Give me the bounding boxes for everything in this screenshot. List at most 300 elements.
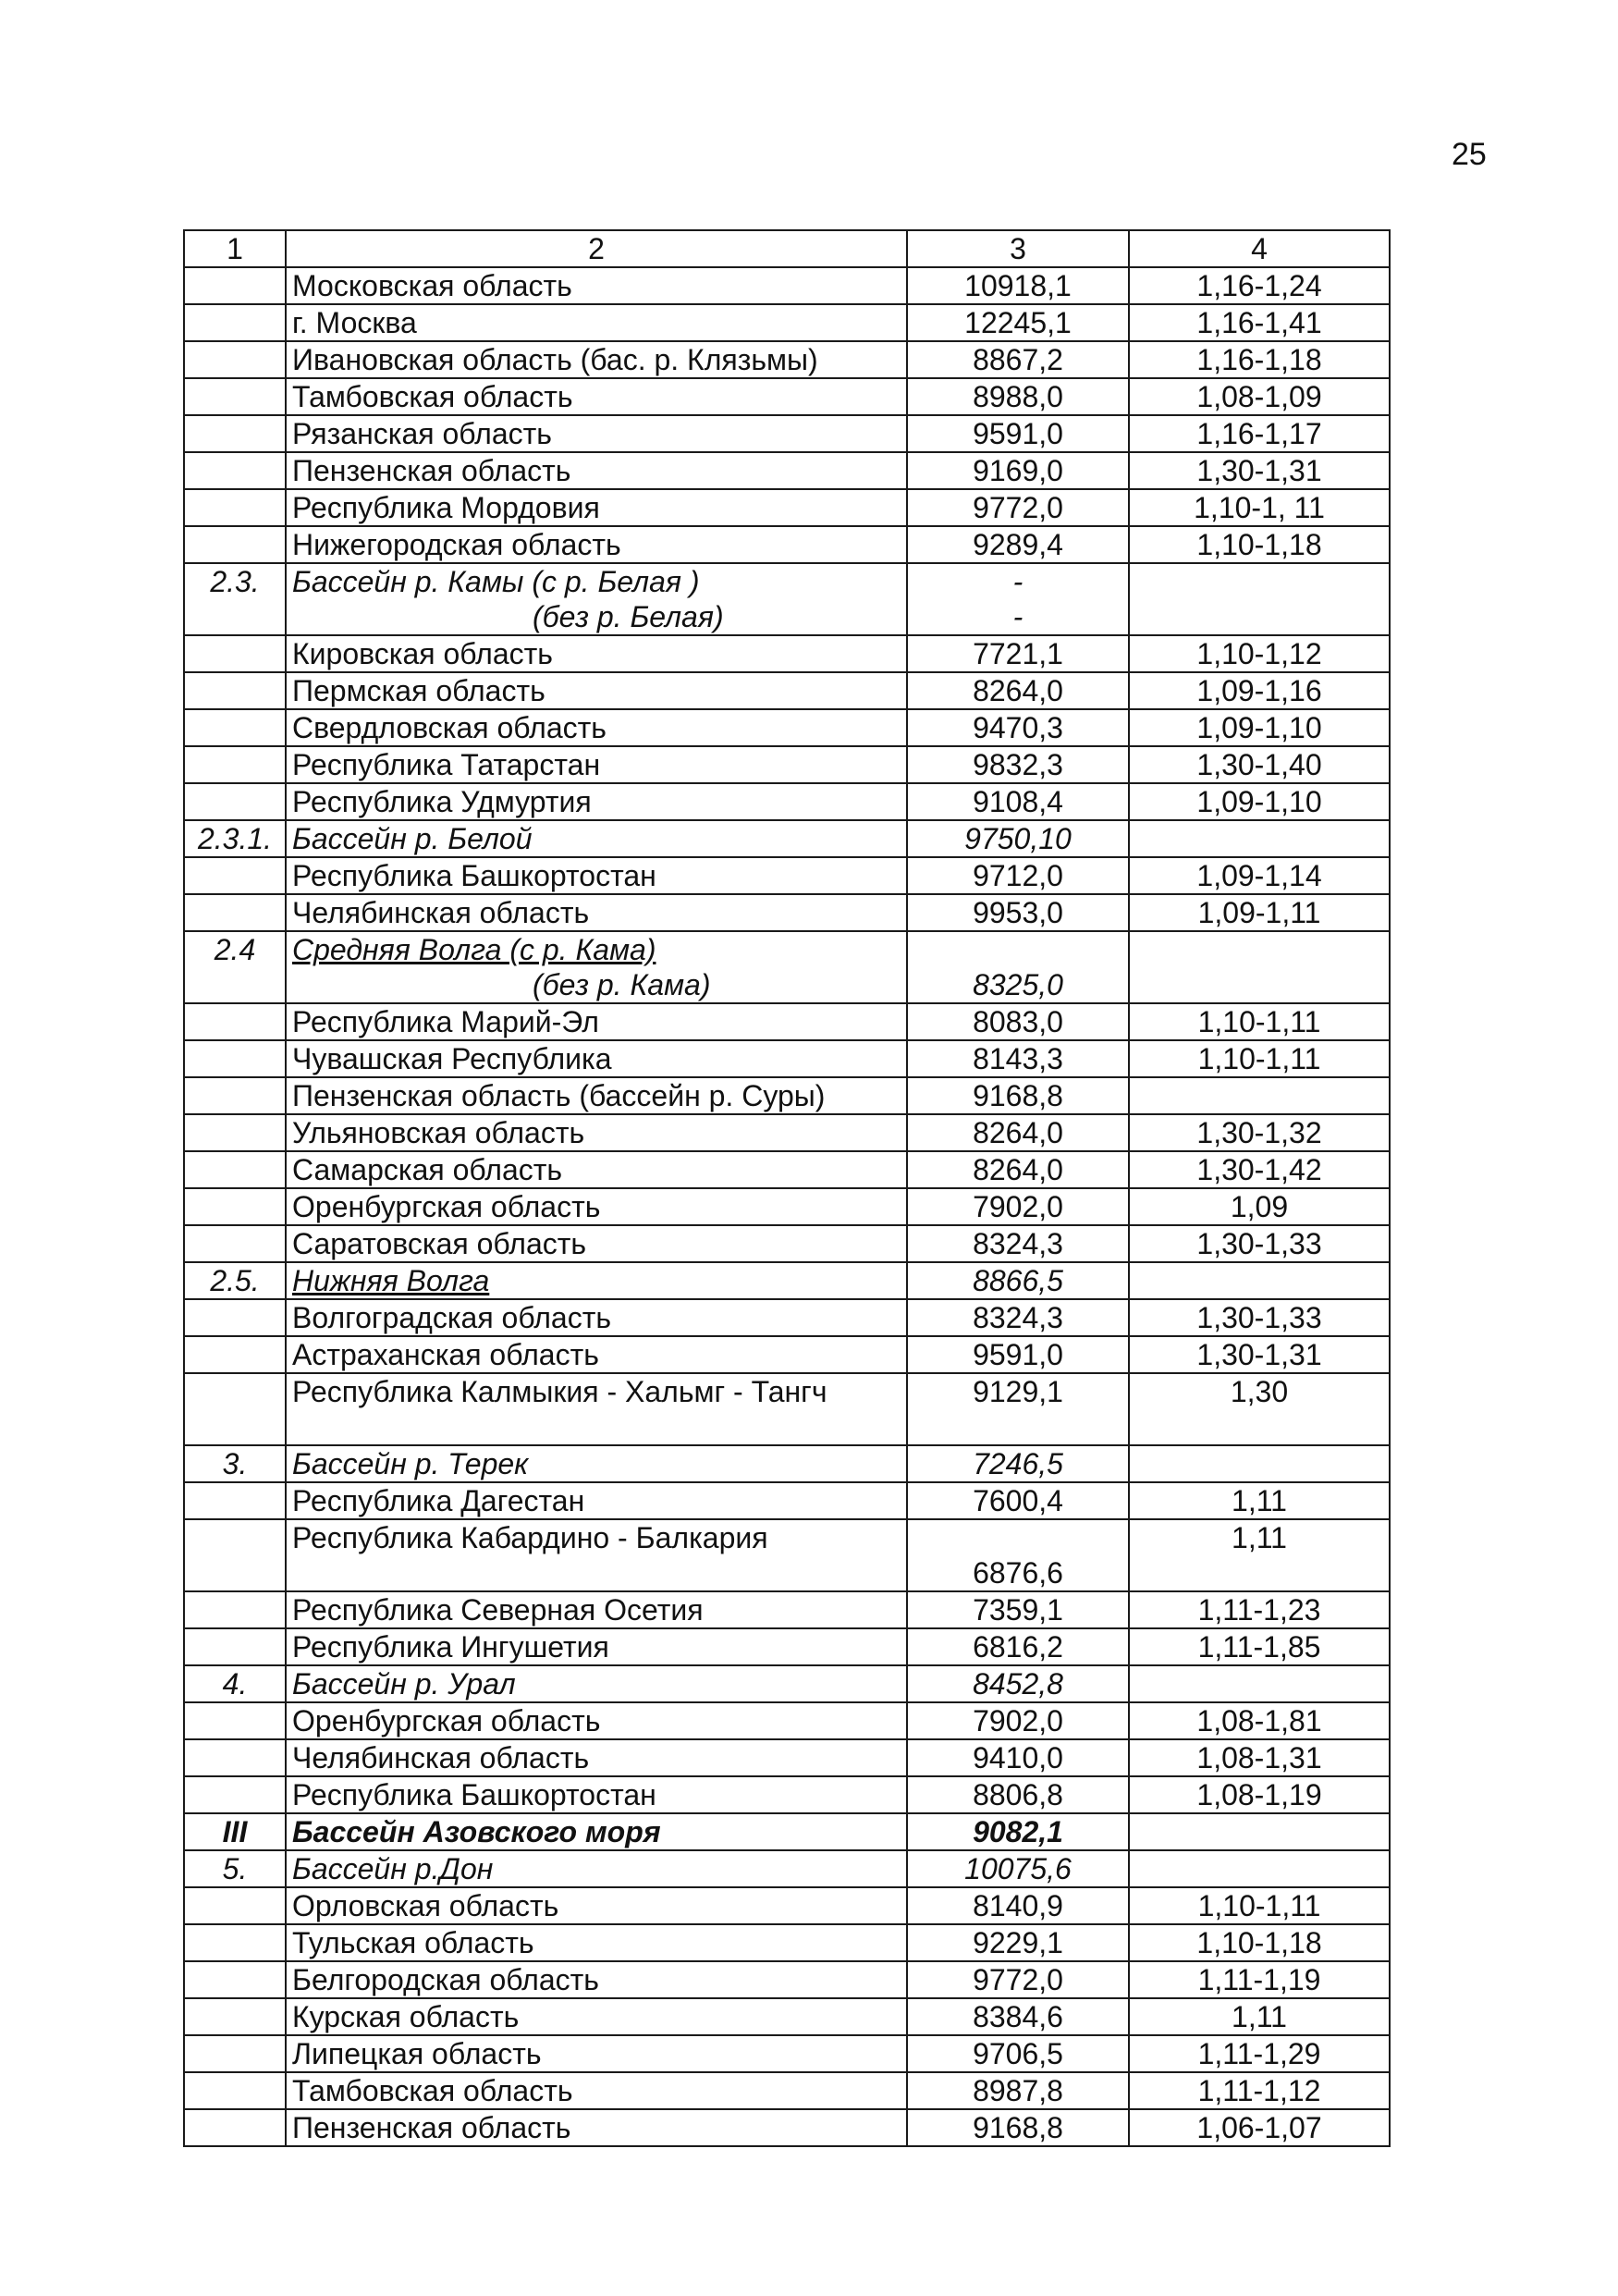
table-row (184, 1519, 1390, 1591)
table-row (184, 1040, 1390, 1077)
value-col4: 1,30-1,33 (1129, 1225, 1390, 1262)
value-col3-text: 9772,0 (973, 491, 1063, 524)
value-col3-text: 8140,9 (973, 1889, 1063, 1922)
table-row (184, 378, 1390, 415)
table-row (184, 783, 1390, 820)
value-col4: 1,10-1,18 (1129, 526, 1390, 563)
table-row (184, 1591, 1390, 1628)
region-name-text: г. Москва (292, 306, 417, 339)
table-row (184, 341, 1390, 378)
region-name-text: Нижегородская область (292, 528, 621, 561)
region-name-sub (292, 1409, 901, 1444)
region-name-text: Бассейн р. Камы (с р. Белая ) (292, 565, 700, 598)
region-name (286, 563, 907, 635)
value-col3-text: 8264,0 (973, 1116, 1063, 1149)
region-name-text: Волгоградская область (292, 1301, 612, 1334)
value-col3 (907, 783, 1129, 820)
region-name (286, 1299, 907, 1336)
value-col4: 1,30-1,33 (1129, 1299, 1390, 1336)
table-row (184, 1262, 1390, 1299)
region-name-sub (292, 1555, 901, 1590)
value-col4: 1,30-1,31 (1129, 1336, 1390, 1373)
value-col3 (907, 1702, 1129, 1739)
region-name (286, 526, 907, 563)
value-col3-text: 8987,8 (973, 2074, 1063, 2107)
region-name (286, 1445, 907, 1482)
region-name-text: Курская область (292, 2000, 520, 2033)
region-name (286, 1482, 907, 1519)
row-number: 2.3.1. (184, 820, 286, 857)
table-row (184, 1225, 1390, 1262)
row-number (184, 1077, 286, 1114)
value-col3 (907, 1445, 1129, 1482)
value-col4: 1,09-1,10 (1129, 783, 1390, 820)
value-col3-text: 9706,5 (973, 2037, 1063, 2070)
table-row (184, 1336, 1390, 1373)
value-col4: 1,30-1,42 (1129, 1151, 1390, 1188)
page-number: 25 (1452, 137, 1487, 172)
value-col3 (907, 1040, 1129, 1077)
value-col3-text: 12245,1 (964, 306, 1072, 339)
region-name (286, 1776, 907, 1813)
value-col3 (907, 1151, 1129, 1188)
table-row (184, 1887, 1390, 1924)
row-number (184, 1887, 286, 1924)
table-row (184, 1702, 1390, 1739)
row-number: III (184, 1813, 286, 1850)
region-name-text: Оренбургская область (292, 1704, 601, 1737)
value-col3 (907, 1813, 1129, 1850)
value-col3-text: 7246,5 (973, 1447, 1063, 1480)
value-col3 (907, 1077, 1129, 1114)
region-name-text: Саратовская область (292, 1227, 587, 1260)
header-cell: 2 (286, 230, 907, 267)
region-name (286, 1924, 907, 1961)
row-number: 5. (184, 1850, 286, 1887)
value-col3-text: 9082,1 (973, 1815, 1063, 1848)
value-col4: 1,08-1,31 (1129, 1739, 1390, 1776)
value-col3-text: 9169,0 (973, 454, 1063, 487)
value-col3 (907, 1482, 1129, 1519)
value-col3 (907, 1225, 1129, 1262)
region-name-text: Республика Северная Осетия (292, 1593, 704, 1627)
value-col4: 1,08-1,19 (1129, 1776, 1390, 1813)
value-col3 (907, 489, 1129, 526)
value-col4: 1,11-1,29 (1129, 2035, 1390, 2072)
row-number (184, 341, 286, 378)
table-row (184, 1924, 1390, 1961)
row-number: 2.3. (184, 563, 286, 635)
region-name-text: Республика Татарстан (292, 748, 601, 781)
value-col3-text: 9410,0 (973, 1741, 1063, 1774)
value-col4: 1,11-1,85 (1129, 1628, 1390, 1665)
value-col3 (907, 563, 1129, 635)
row-number (184, 526, 286, 563)
region-name (286, 857, 907, 894)
region-name-text: Челябинская область (292, 1741, 590, 1774)
value-col3 (907, 635, 1129, 672)
region-name (286, 1887, 907, 1924)
value-col3-text: 8806,8 (973, 1778, 1063, 1811)
region-name-text: Рязанская область (292, 417, 552, 450)
region-name-sub: (без р. Кама) (533, 968, 711, 1001)
value-col3 (907, 1776, 1129, 1813)
region-name (286, 267, 907, 304)
value-col4: 1,10-1,11 (1129, 1887, 1390, 1924)
table-row (184, 1665, 1390, 1702)
region-name-text: Республика Мордовия (292, 491, 600, 524)
region-name-text: Бассейн р. Урал (292, 1667, 516, 1701)
region-name (286, 1813, 907, 1850)
value-col3-spacer (913, 1409, 1122, 1444)
value-col3 (907, 1336, 1129, 1373)
value-col3-text: 8384,6 (973, 2000, 1063, 2033)
value-col4: 1,11-1,19 (1129, 1961, 1390, 1998)
region-name (286, 1336, 907, 1373)
region-name-text: Астраханская область (292, 1338, 599, 1371)
value-col3-text: 7359,1 (973, 1593, 1063, 1627)
table-row (184, 746, 1390, 783)
value-col3 (907, 2072, 1129, 2109)
value-col4 (1129, 931, 1390, 1003)
value-col3-text: 7721,1 (973, 637, 1063, 670)
region-name (286, 304, 907, 341)
row-number (184, 783, 286, 820)
value-col3 (907, 1924, 1129, 1961)
value-col3 (907, 526, 1129, 563)
value-col3 (907, 931, 1129, 1003)
value-col3-text: 6876,6 (973, 1556, 1063, 1590)
table-row (184, 1628, 1390, 1665)
value-col3 (907, 1739, 1129, 1776)
value-col4: 1,10-1, 11 (1129, 489, 1390, 526)
region-name (286, 1262, 907, 1299)
region-name (286, 672, 907, 709)
header-cell: 3 (907, 230, 1129, 267)
table-row (184, 1739, 1390, 1776)
header-cell: 1 (184, 230, 286, 267)
value-col3-text: 6816,2 (973, 1630, 1063, 1664)
value-col3 (907, 1003, 1129, 1040)
row-number (184, 1998, 286, 2035)
table-row (184, 1998, 1390, 2035)
value-col3 (907, 894, 1129, 931)
region-name-text: Пензенская область (292, 454, 571, 487)
region-name-text: Республика Ингушетия (292, 1630, 609, 1664)
region-name (286, 452, 907, 489)
table-row (184, 1776, 1390, 1813)
value-col3-text: 8452,8 (973, 1667, 1063, 1701)
region-name (286, 894, 907, 931)
value-col3-text: 9229,1 (973, 1926, 1063, 1959)
value-col4: 1,30 (1129, 1373, 1390, 1445)
value-col4: 1,16-1,18 (1129, 341, 1390, 378)
region-name (286, 1998, 907, 2035)
value-col3-text: - (1012, 565, 1024, 598)
value-col4: 1,10-1,18 (1129, 1924, 1390, 1961)
region-name (286, 2035, 907, 2072)
table-row (184, 1813, 1390, 1850)
row-number (184, 378, 286, 415)
region-name-text: Республика Башкортостан (292, 859, 656, 892)
region-name (286, 1003, 907, 1040)
row-number (184, 304, 286, 341)
row-number (184, 1336, 286, 1373)
value-col3 (907, 1188, 1129, 1225)
row-number (184, 1628, 286, 1665)
value-col3-text: 9591,0 (973, 1338, 1063, 1371)
row-number (184, 635, 286, 672)
value-col3 (907, 1998, 1129, 2035)
table-row (184, 672, 1390, 709)
table-row (184, 1114, 1390, 1151)
region-name-text: Пензенская область (292, 2111, 571, 2144)
value-col4: 1,30-1,31 (1129, 452, 1390, 489)
value-col4: 1,16-1,41 (1129, 304, 1390, 341)
region-name-text: Республика Марий-Эл (292, 1005, 599, 1038)
value-col4: 1,11 (1129, 1482, 1390, 1519)
value-col3-text: 9168,8 (973, 2111, 1063, 2144)
value-col3-text: 8988,0 (973, 380, 1063, 413)
value-col3 (907, 267, 1129, 304)
value-col4: 1,09-1,16 (1129, 672, 1390, 709)
table-row (184, 894, 1390, 931)
value-col4 (1129, 1850, 1390, 1887)
header-cell: 4 (1129, 230, 1390, 267)
region-name (286, 1040, 907, 1077)
value-col4: 1,10-1,11 (1129, 1040, 1390, 1077)
value-col4: 1,11 (1129, 1998, 1390, 2035)
region-name-text: Республика Дагестан (292, 1484, 585, 1517)
row-number: 4. (184, 1665, 286, 1702)
row-number (184, 2072, 286, 2109)
value-col3 (907, 1591, 1129, 1628)
table-row (184, 1077, 1390, 1114)
region-name (286, 1702, 907, 1739)
value-col3 (907, 709, 1129, 746)
region-name (286, 709, 907, 746)
table-row (184, 2109, 1390, 2146)
region-name-text: Челябинская область (292, 896, 590, 929)
value-col3 (907, 1628, 1129, 1665)
value-col4: 1,30-1,40 (1129, 746, 1390, 783)
value-col3 (907, 1373, 1129, 1445)
region-name-text: Тамбовская область (292, 380, 573, 413)
region-name (286, 783, 907, 820)
region-name-sub: (без р. Белая) (533, 600, 724, 633)
value-col4: 1,11-1,23 (1129, 1591, 1390, 1628)
value-col3 (907, 672, 1129, 709)
value-col3-text: 8866,5 (973, 1264, 1063, 1297)
table-row (184, 304, 1390, 341)
table-row (184, 635, 1390, 672)
region-name-text: Бассейн р.Дон (292, 1852, 494, 1885)
region-name-text: Оренбургская область (292, 1190, 601, 1223)
region-name (286, 1151, 907, 1188)
row-number (184, 1188, 286, 1225)
value-col4: 1,08-1,09 (1129, 378, 1390, 415)
row-number (184, 1151, 286, 1188)
value-col3 (907, 1519, 1129, 1591)
value-col3-text: 9712,0 (973, 859, 1063, 892)
value-col4: 1,10-1,12 (1129, 635, 1390, 672)
row-number (184, 709, 286, 746)
value-col4: 1,16-1,24 (1129, 267, 1390, 304)
header-row (184, 230, 1390, 267)
table-row (184, 1151, 1390, 1188)
region-name-text: Чувашская Республика (292, 1042, 612, 1075)
value-col3 (907, 1665, 1129, 1702)
row-number (184, 857, 286, 894)
row-number (184, 1114, 286, 1151)
region-name-text: Московская область (292, 269, 572, 302)
value-col3-text: 9289,4 (973, 528, 1063, 561)
table-row (184, 1850, 1390, 1887)
row-number: 2.5. (184, 1262, 286, 1299)
value-col3 (907, 2035, 1129, 2072)
value-col4: 1,16-1,17 (1129, 415, 1390, 452)
region-name-text: Пензенская область (бассейн р. Суры) (292, 1079, 826, 1112)
row-number (184, 1924, 286, 1961)
value-col3 (907, 2109, 1129, 2146)
value-col4 (1129, 1813, 1390, 1850)
row-number (184, 1225, 286, 1262)
value-col4 (1129, 1665, 1390, 1702)
value-col4: 1,09 (1129, 1188, 1390, 1225)
row-number (184, 1482, 286, 1519)
value-col4: 1,11 (1129, 1519, 1390, 1591)
value-col4: 1,06-1,07 (1129, 2109, 1390, 2146)
value-col3-text: 8143,3 (973, 1042, 1063, 1075)
value-col3-text: 9772,0 (973, 1963, 1063, 1996)
table-row (184, 452, 1390, 489)
value-col3 (907, 746, 1129, 783)
value-col3 (907, 857, 1129, 894)
region-name-text: Орловская область (292, 1889, 559, 1922)
region-name-text: Республика Калмыкия - Хальмг - Тангч (292, 1375, 827, 1408)
value-col3 (907, 1850, 1129, 1887)
region-name-text: Ульяновская область (292, 1116, 585, 1149)
region-name (286, 2109, 907, 2146)
table-row (184, 2035, 1390, 2072)
region-name-text: Пермская область (292, 674, 545, 707)
row-number (184, 1519, 286, 1591)
region-name (286, 1519, 907, 1591)
value-col3-text: 9168,8 (973, 1079, 1063, 1112)
value-col3 (907, 1114, 1129, 1151)
value-col3-text: 9108,4 (973, 785, 1063, 818)
value-col3 (907, 1961, 1129, 1998)
value-col4: 1,30-1,32 (1129, 1114, 1390, 1151)
region-name (286, 1373, 907, 1445)
value-col3-text: 9470,3 (973, 711, 1063, 744)
table-row (184, 1299, 1390, 1336)
table-row (184, 526, 1390, 563)
value-col3 (907, 1262, 1129, 1299)
row-number (184, 489, 286, 526)
region-name-text: Липецкая область (292, 2037, 542, 2070)
row-number (184, 452, 286, 489)
row-number: 3. (184, 1445, 286, 1482)
value-col3-text: 8083,0 (973, 1005, 1063, 1038)
value-col3 (907, 1887, 1129, 1924)
value-col3-text: 7902,0 (973, 1704, 1063, 1737)
table-row (184, 1188, 1390, 1225)
region-name-text: Средняя Волга (с р. Кама) (292, 933, 656, 966)
value-col3-sub: - (1012, 600, 1024, 633)
region-name-text: Тульская область (292, 1926, 534, 1959)
value-col3-text: 9832,3 (973, 748, 1063, 781)
table-row (184, 709, 1390, 746)
table-row (184, 563, 1390, 635)
value-col3-text: 7902,0 (973, 1190, 1063, 1223)
region-name (286, 1077, 907, 1114)
region-name-text: Кировская область (292, 637, 553, 670)
value-col4: 1,09-1,11 (1129, 894, 1390, 931)
region-name-text: Тамбовская область (292, 2074, 573, 2107)
value-col3-text: 7600,4 (973, 1484, 1063, 1517)
value-col4 (1129, 1445, 1390, 1482)
region-name-text: Бассейн Азовского моря (292, 1815, 661, 1848)
value-col3 (907, 304, 1129, 341)
value-col3 (907, 820, 1129, 857)
value-col4: 1,10-1,11 (1129, 1003, 1390, 1040)
row-number (184, 2035, 286, 2072)
value-col3-text: 10918,1 (964, 269, 1072, 302)
value-col3 (907, 415, 1129, 452)
row-number (184, 415, 286, 452)
row-number (184, 894, 286, 931)
value-col4: 1,09-1,14 (1129, 857, 1390, 894)
value-col3-text: 8867,2 (973, 343, 1063, 376)
value-col3-text: 8324,3 (973, 1227, 1063, 1260)
value-col3 (907, 341, 1129, 378)
region-name-text: Республика Удмуртия (292, 785, 592, 818)
region-name-text: Самарская область (292, 1153, 563, 1186)
table-row (184, 1482, 1390, 1519)
region-name (286, 635, 907, 672)
value-col4 (1129, 563, 1390, 635)
row-number (184, 1591, 286, 1628)
table-row (184, 267, 1390, 304)
region-name (286, 341, 907, 378)
region-name (286, 1225, 907, 1262)
region-name (286, 2072, 907, 2109)
table-row (184, 489, 1390, 526)
region-name-text: Ивановская область (бас. р. Клязьмы) (292, 343, 818, 376)
table-row (184, 1003, 1390, 1040)
table-row (184, 820, 1390, 857)
value-col3-spacer (913, 1520, 1122, 1555)
table-row (184, 1445, 1390, 1482)
region-name-text: Бассейн р. Белой (292, 822, 533, 855)
region-name-text: Бассейн р. Терек (292, 1447, 529, 1480)
table-row (184, 857, 1390, 894)
region-name (286, 1591, 907, 1628)
region-name (286, 1114, 907, 1151)
table-row (184, 415, 1390, 452)
region-name (286, 1628, 907, 1665)
value-col3-sub: 8325,0 (973, 968, 1063, 1001)
row-number (184, 1702, 286, 1739)
value-col4 (1129, 1077, 1390, 1114)
region-name-text: Свердловская область (292, 711, 607, 744)
row-number (184, 1373, 286, 1445)
region-name-text: Республика Башкортостан (292, 1778, 656, 1811)
value-col3-text: 8324,3 (973, 1301, 1063, 1334)
table-row (184, 931, 1390, 1003)
value-col3 (907, 378, 1129, 415)
